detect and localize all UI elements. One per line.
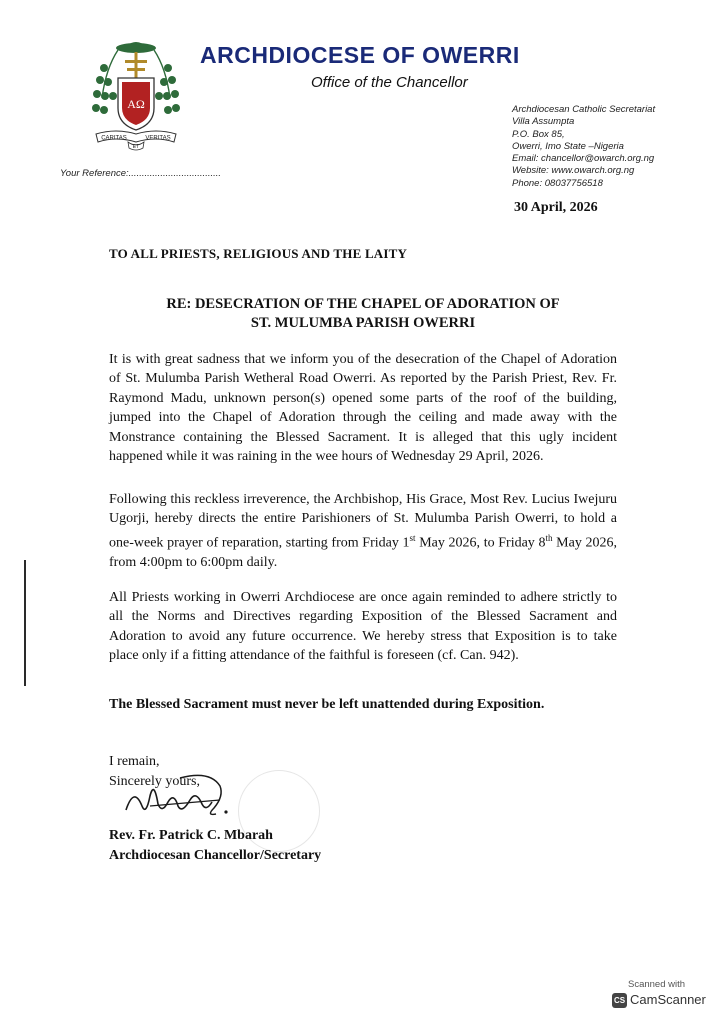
address-phone: Phone: 08037756518: [512, 177, 603, 189]
crest-shield-text: AΩ: [127, 97, 145, 111]
camscanner-name: CamScanner: [630, 992, 706, 1007]
handwritten-signature-icon: [120, 766, 240, 828]
subject-heading: [109, 295, 617, 333]
address-line: P.O. Box 85,: [512, 128, 565, 140]
letterhead-address: [512, 104, 655, 190]
crest-motto-left: CARITAS: [101, 135, 127, 142]
signer-title: Archdiocesan Chancellor/Secretary: [109, 848, 322, 863]
signer-name: Rev. Fr. Patrick C. Mbarah: [109, 828, 273, 843]
letter-date: 30 April, 2026: [514, 200, 598, 215]
address-line: Villa Assumpta: [512, 116, 575, 128]
camscanner-logo-icon: CS: [612, 993, 627, 1008]
camscanner-watermark: [608, 975, 708, 1015]
address-email: Email: chancellor@owarch.org.ng: [512, 153, 655, 165]
your-reference-label: Your Reference:...................................: [60, 168, 222, 179]
paragraph-2-text-b: May 2026, to Friday 8: [415, 535, 546, 551]
scanned-with-label: Scanned with: [628, 979, 686, 990]
letterhead-subtitle: Office of the Chancellor: [311, 74, 468, 91]
address-line: Owerri, Imo State –Nigeria: [512, 140, 624, 152]
subject-line-2: ST. MULUMBA PARISH OWERRI: [250, 315, 476, 331]
paragraph-1: It is with great sadness that we inform you of the desecration of the Chapel of Adoration of St. Mulumba Parish Wetheral Road Owerri. As reported by the Parish Priest, Rev. Fr. Raymond Madu, unknown person(s) opened some parts of the roof of the building, jumped into the Chapel of Adoration through the ceiling and made away with the Monstrance containing the Blessed Sacrament. It is alleged that this ugly incident happened while it was raining in the wee hours of Wednesday 29 April, 2026.: [109, 352, 617, 465]
paragraph-2: [109, 490, 617, 572]
letterhead-title: ARCHDIOCESE OF OWERRI: [200, 42, 520, 68]
crest-motto-right: VERITAS: [145, 135, 171, 142]
address-line: Archdiocesan Catholic Secretariat: [512, 104, 656, 115]
paragraph-2-text-c: May 2026, from 4:00pm to 6:00pm daily.: [109, 535, 617, 570]
crest-motto-bottom: ET: [132, 144, 140, 150]
subject-line-1: RE: DESECRATION OF THE CHAPEL OF ADORATION OF: [166, 296, 560, 312]
paragraph-2-text-a: Following this reckless irreverence, the Archbishop, His Grace, Most Rev. Lucius Iwejuru Ugorji, hereby directs the entire Parishioners of St. Mulumba Parish Owerri, to hold a one-week prayer of reparation, starting from Friday 1: [109, 492, 617, 551]
closing-line-2: Sincerely yours,: [109, 774, 200, 789]
paragraph-3: All Priests working in Owerri Archdiocese are once again reminded to adhere strictly to all the Norms and Directives regarding Exposition of the Blessed Sacrament and Adoration to avoid any future occurrence. We hereby stress that Exposition is to take place only if a fitting attendance of the faithful is foreseen (cf. Can. 942).: [109, 590, 617, 664]
salutation: TO ALL PRIESTS, RELIGIOUS AND THE LAITY: [109, 246, 408, 261]
signatory: [109, 826, 321, 866]
ordinal-suffix: th: [545, 532, 553, 543]
scan-edge-line: [24, 560, 26, 686]
emphasis-statement: The Blessed Sacrament must never be left unattended during Exposition.: [109, 697, 545, 712]
address-website: Website: www.owarch.org.ng: [512, 165, 635, 177]
closing-line-1: I remain,: [109, 754, 160, 769]
ordinal-suffix: st: [409, 532, 416, 543]
archdiocese-crest-icon: [88, 38, 184, 156]
